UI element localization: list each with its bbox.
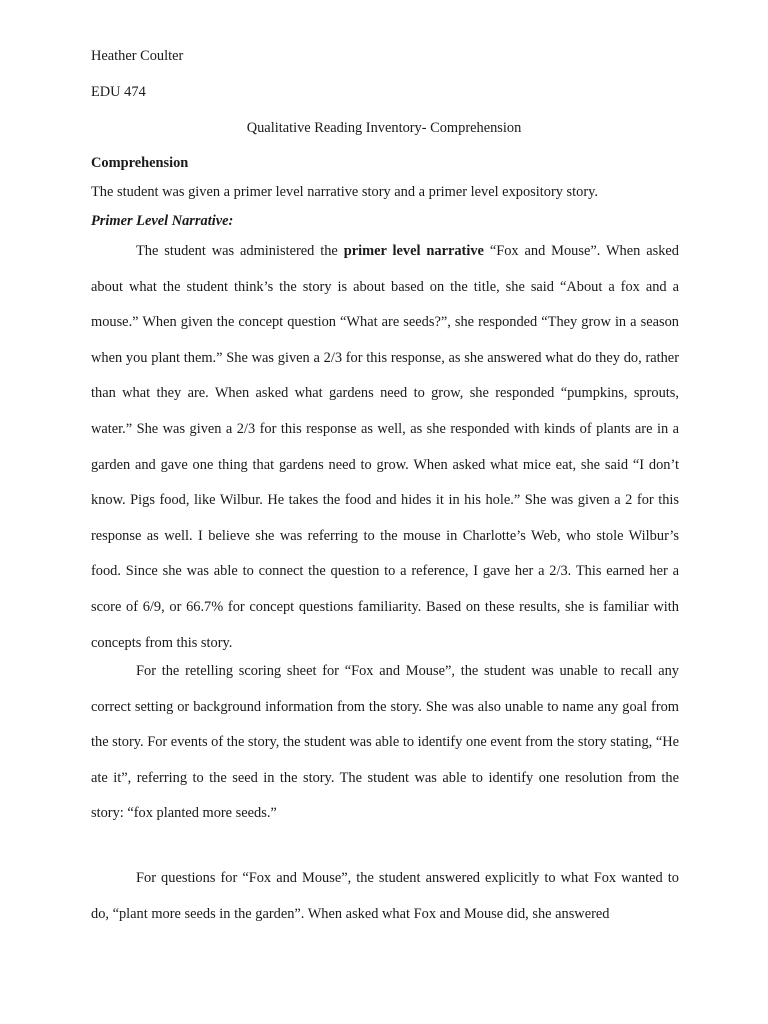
document-title: Qualitative Reading Inventory- Comprehension bbox=[246, 120, 522, 136]
paragraph-questions: For questions for “Fox and Mouse”, the student answered explicitly to what Fox wanted to do, “plant more seeds in the garden”. When asked what Fox and Mouse did, she answered bbox=[91, 870, 679, 922]
author-name: Heather Coulter bbox=[91, 48, 184, 64]
paragraph-text: “Fox and Mouse”. When asked about what the student think’s the story is about based on the title, she said “About a fox and a mouse.” When given the concept question “What are seeds?”, she responded “They grow in a season when you plant them.” She was given a 2/3 for this response, as she answered what do they do, rather than what they are. When asked what gardens need to grow, she responded “pumpkins, sprouts, water.” She was given a 2/3 for this response as well, as she responded with kinds of plants are in a garden and gave one thing that gardens need to grow. When asked what mice eat, she said “I don’t know. Pigs food, like Wilbur. He takes the food and hides it in his hole.” She was given a 2 for this response as well. I believe she was referring to the mouse in Charlotte’s Web, who stole Wilbur’s food. Since she was able to connect the question to a reference, I gave her a 2/3. This earned her a score of 6/9, or 66.7% for concept questions familiarity. Based on these results, she is familiar with concepts from this story. bbox=[91, 243, 679, 651]
bold-phrase: primer level narrative bbox=[343, 243, 484, 259]
subheading-primer-narrative: Primer Level Narrative: bbox=[91, 213, 234, 229]
paragraph-concept-questions bbox=[91, 234, 679, 661]
section-intro: The student was given a primer level narrative story and a primer level expository story. bbox=[91, 184, 598, 200]
course-code: EDU 474 bbox=[91, 84, 146, 100]
paragraph-text: The student was administered the bbox=[136, 243, 344, 259]
section-heading: Comprehension bbox=[91, 155, 189, 171]
paragraph-retelling: For the retelling scoring sheet for “Fox and Mouse”, the student was unable to recall any correct setting or background information from the story. She was also unable to name any goal from the story. For events of the story, the student was able to identify one event from the story stating, “He ate it”, referring to the seed in the story. The student was able to identify one resolution from the story: “fox planted more seeds.” bbox=[91, 663, 680, 822]
